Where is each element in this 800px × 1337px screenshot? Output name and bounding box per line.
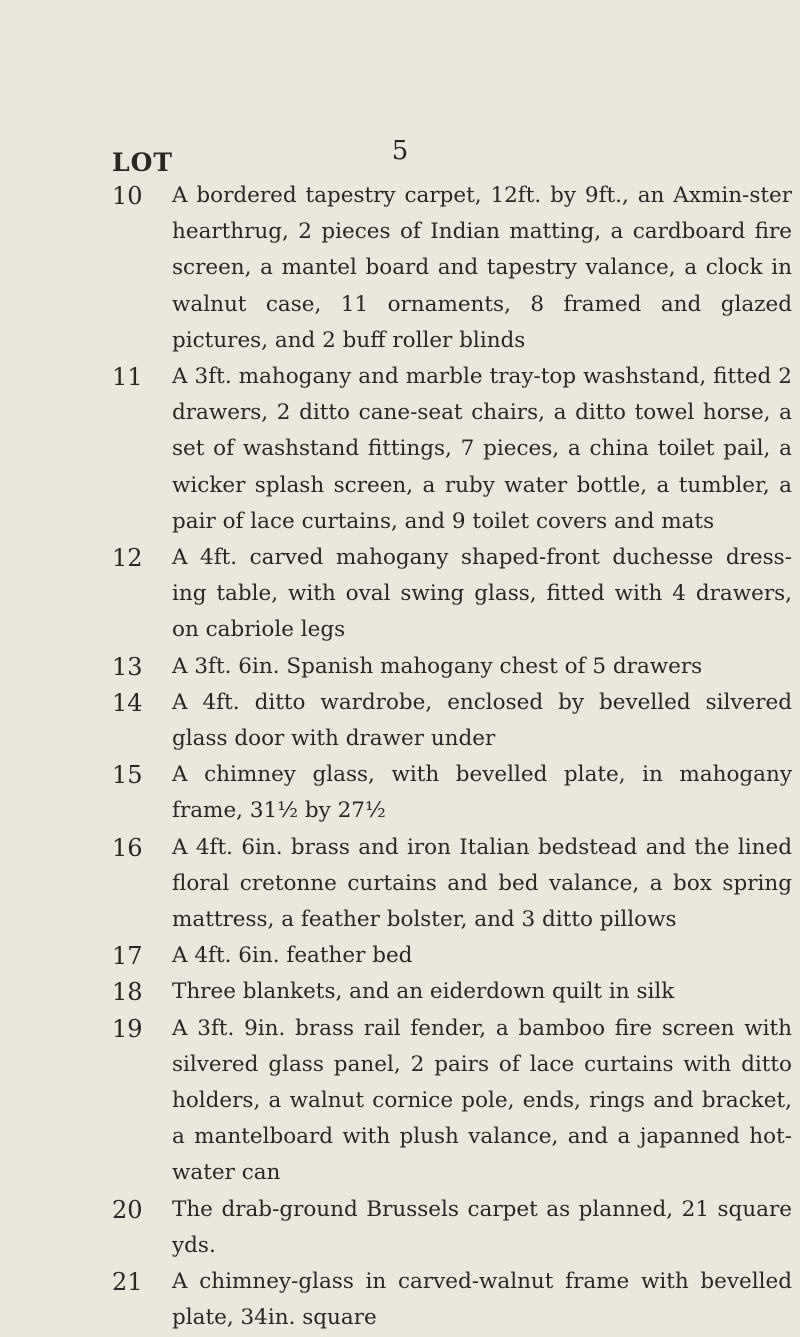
lot-entry [112,359,792,540]
lot-entry [112,540,792,649]
lot-description: A 4ft. ditto wardrobe, enclosed by bevelled silvered glass door with drawer under [172,689,792,752]
lot-entry [112,830,792,939]
lot-number: 17 [112,942,143,971]
lot-number: 15 [112,761,143,790]
lot-entry [112,685,792,757]
lot-description: A 4ft. carved mahogany shaped-front duchesse dress-ing table, with oval swing glass, fitted with 4 drawers, on cabriole legs [172,545,792,643]
lot-number: 11 [112,363,143,392]
lot-number: 18 [112,978,143,1007]
lot-description: A 3ft. mahogany and marble tray-top washstand, fitted 2 drawers, 2 ditto cane-seat chairs, a ditto towel horse, a set of washstand fittings, 7 pieces, a china toilet pail, a wicker splash screen, a ruby water bottle, a tumbler, a pair of lace curtains, and 9 toilet covers and mats [172,364,792,534]
lot-description: A 3ft. 9in. brass rail fender, a bamboo fire screen with silvered glass panel, 2 pairs of lace curtains with ditto holders, a walnut cornice pole, ends, rings and bracket, a mantelboard with plush valance, and a japanned hot-water can [172,1015,792,1186]
lot-number: 13 [112,652,143,681]
lot-list [112,178,792,1337]
lot-number: 21 [112,1268,143,1297]
lot-entry [112,649,792,685]
lot-description: A 4ft. 6in. feather bed [172,943,413,969]
lot-entry [112,757,792,829]
lot-description: A bordered tapestry carpet, 12ft. by 9ft., an Axmin-ster hearthrug, 2 pieces of Indian matting, a cardboard fire screen, a mantel board and tapestry valance, a clock in walnut case, 11 ornaments, 8 framed and glazed pictures, and 2 buff roller blinds [172,183,792,353]
lot-number: 10 [112,182,143,210]
lot-description: A chimney-glass in carved-walnut frame with bevelled plate, 34in. square [172,1269,792,1331]
lot-number: 14 [112,688,143,717]
lot-number: 19 [112,1014,143,1043]
lot-entry [112,178,792,359]
lot-description: A 4ft. 6in. brass and iron Italian bedstead and the lined floral cretonne curtains and bed valance, a box spring mattress, a feather bolster, and 3 ditto pillows [172,834,792,933]
lot-entry [112,1192,792,1264]
lot-header: LOT [112,148,173,177]
lot-number: 12 [112,544,143,573]
lot-description: The drab-ground Brussels carpet as planned, 21 square yds. [172,1196,792,1258]
lot-entry [112,938,792,974]
lot-description: A chimney glass, with bevelled plate, in mahogany frame, 31½ by 27½ [172,762,792,824]
lot-description: Three blankets, and an eiderdown quilt in silk [172,979,675,1005]
page-number: 5 [391,136,409,166]
lot-entry [112,1264,792,1336]
lot-number: 20 [112,1195,143,1224]
lot-description: A 3ft. 6in. Spanish mahogany chest of 5 drawers [172,653,703,679]
lot-entry [112,1011,792,1192]
lot-number: 16 [112,833,143,862]
lot-entry [112,974,792,1010]
